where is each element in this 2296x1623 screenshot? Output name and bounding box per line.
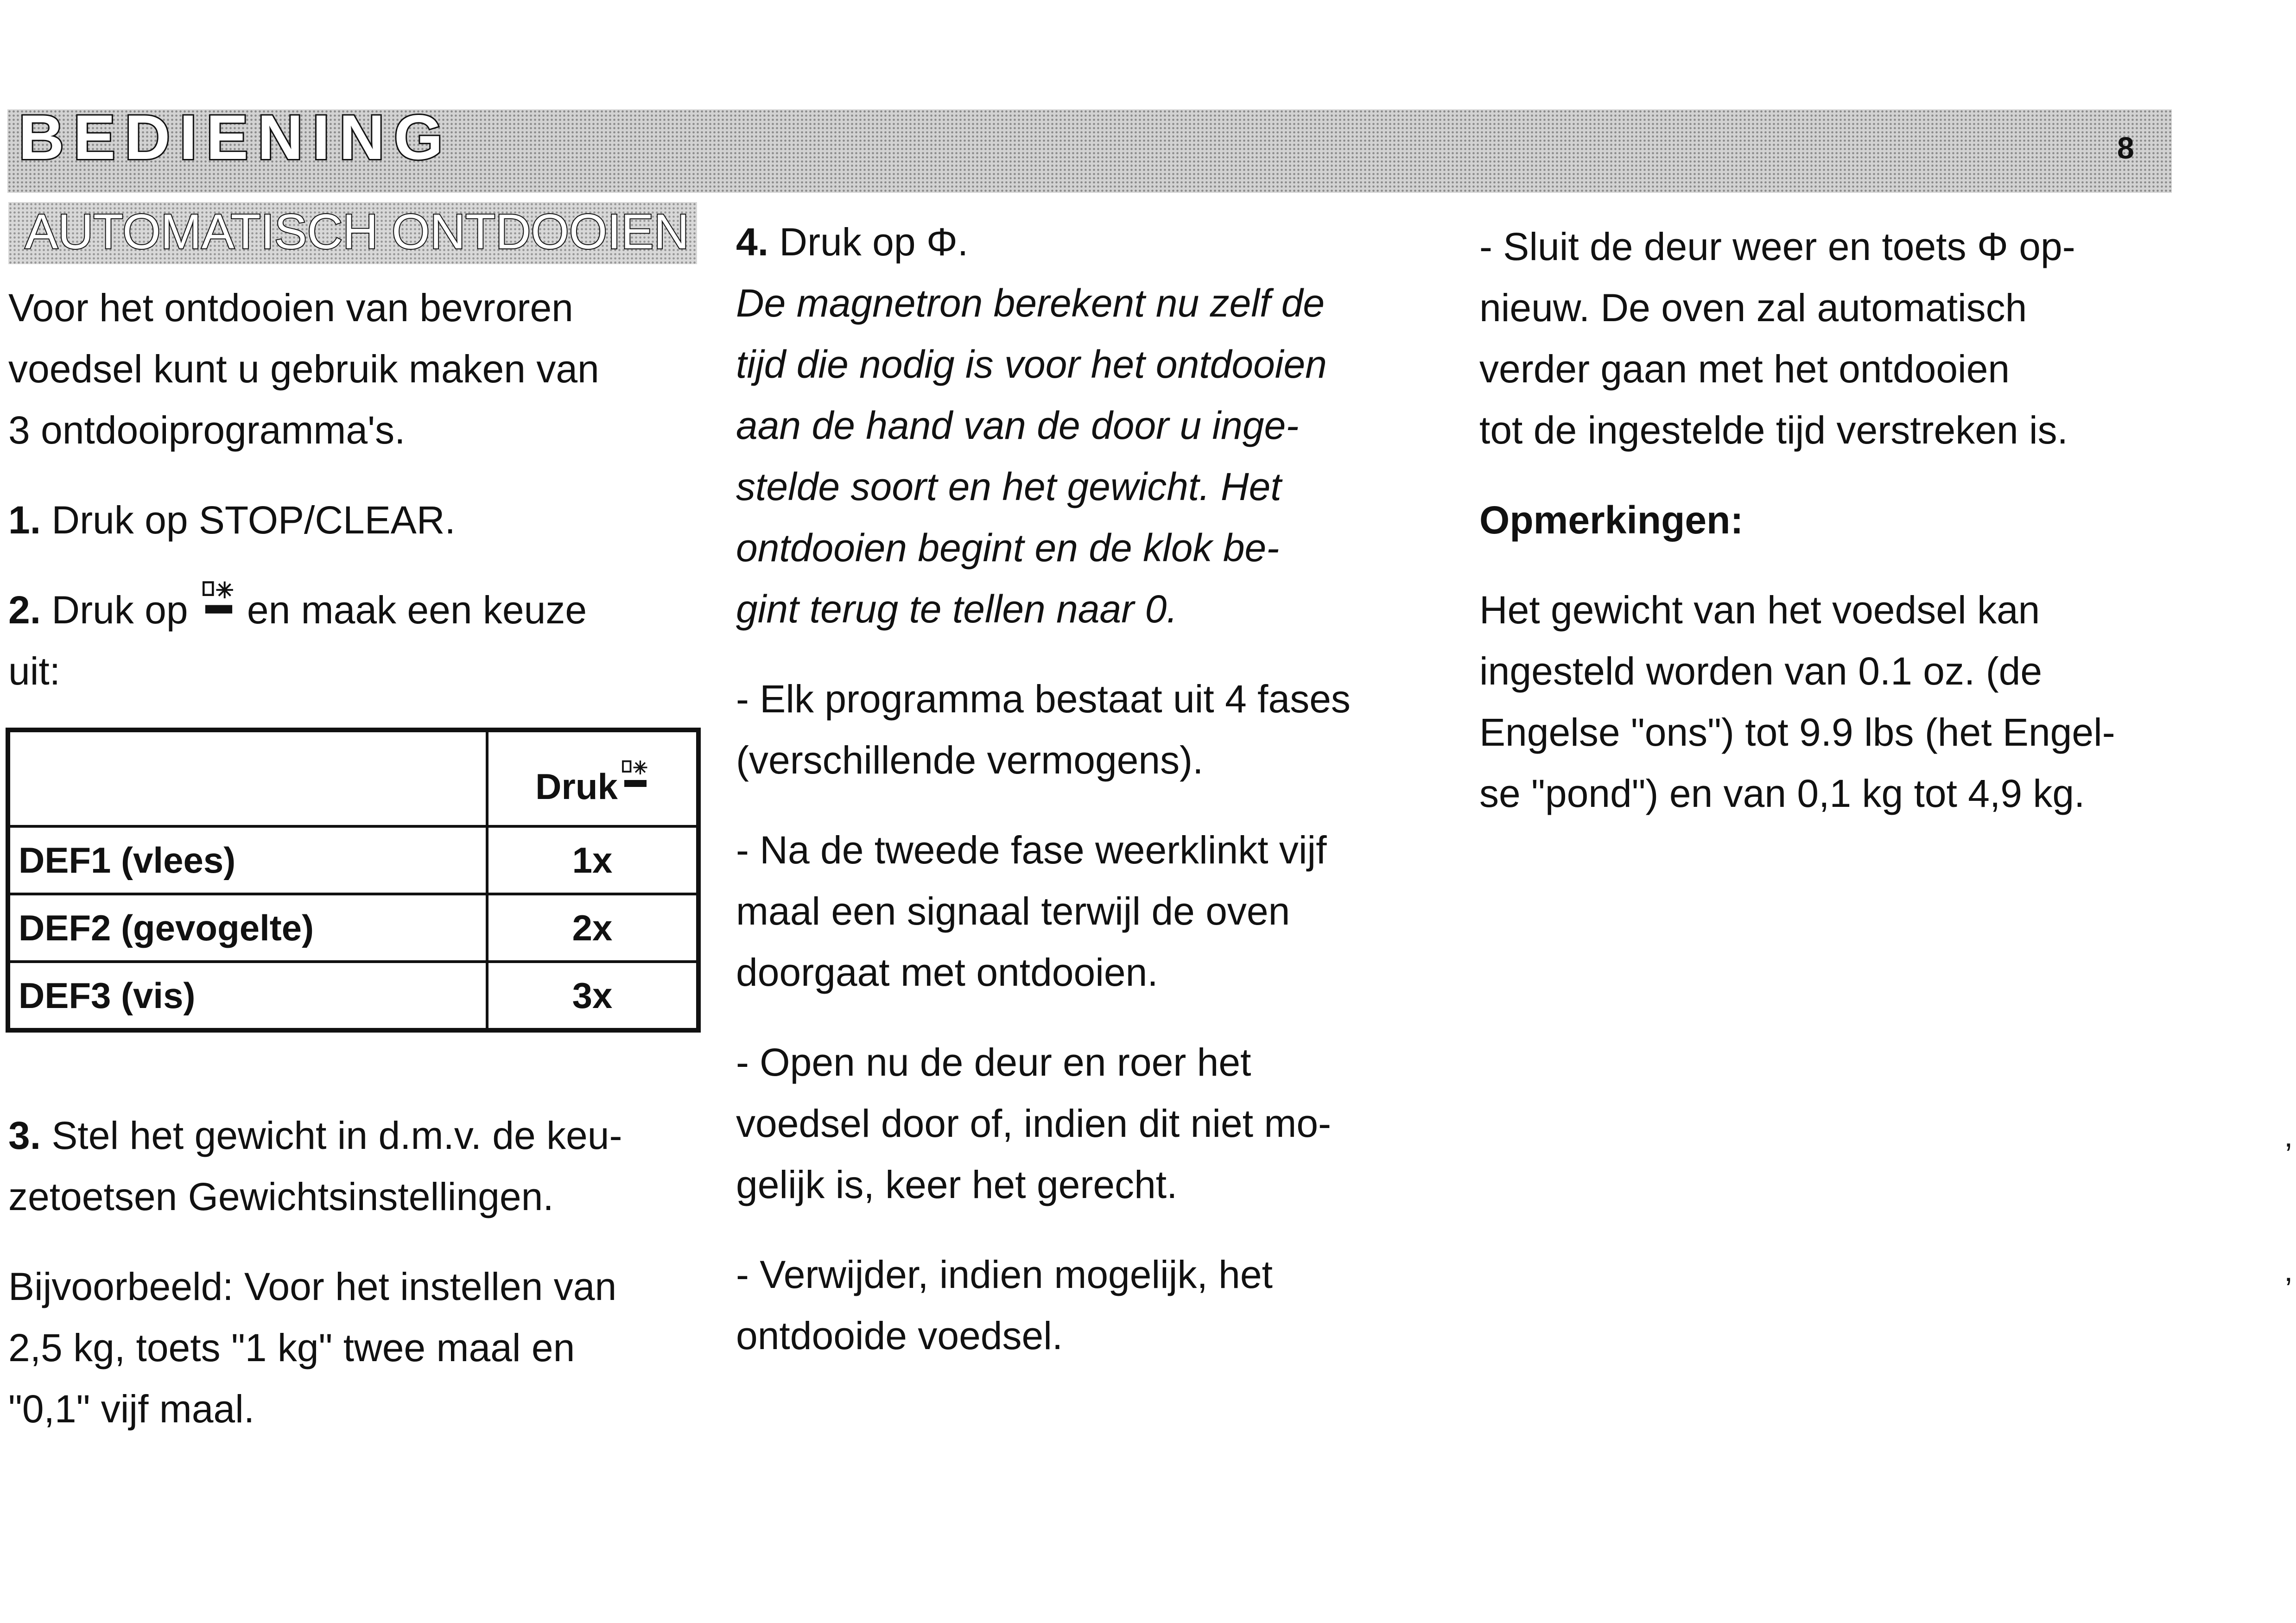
bullet-stir: - Open nu de deur en roer het voedsel door of, indien dit niet mo- gelijk is, keer het gerecht. xyxy=(736,1040,1332,1206)
example-paragraph: Bijvoorbeeld: Voor het instellen van 2,5 kg, toets "1 kg" twee maal en "0,1" vijf maal. xyxy=(8,1265,617,1431)
table-header-cell: Druk xyxy=(487,730,698,826)
start-symbol-icon: Φ xyxy=(1977,225,2008,268)
program-name: DEF3 (vis) xyxy=(8,962,487,1030)
auto-defrost-icon xyxy=(202,580,236,617)
step-1 xyxy=(8,489,599,551)
scan-edge-mark: ‚ xyxy=(2285,1252,2292,1288)
defrost-program-table xyxy=(6,728,701,1033)
step-number: 3. xyxy=(8,1114,41,1157)
step-number: 2. xyxy=(8,588,41,632)
bullet-phases: - Elk programma bestaat uit 4 fases (verschillende vermogens). xyxy=(736,677,1351,782)
section-title: AUTOMATISCH ONTDOOIEN xyxy=(25,204,690,259)
bullet-close-door: - Sluit de deur weer en toets Φ op- nieuw. De oven zal automatisch verder gaan met het ontdooien tot de ingestelde tijd verstreken is. xyxy=(1479,225,2075,452)
start-symbol-icon: Φ xyxy=(926,220,958,264)
program-name: DEF1 (vlees) xyxy=(8,826,487,894)
step-number: 1. xyxy=(8,498,41,542)
bullet-remove: - Verwijder, indien mogelijk, het ontdooide voedsel. xyxy=(736,1253,1273,1357)
intro-paragraph: Voor het ontdooien van bevroren voedsel kunt u gebruik maken van 3 ontdooiprogramma's. xyxy=(8,286,599,452)
column-1-lower xyxy=(8,1105,622,1468)
step-number: 4. xyxy=(736,220,769,264)
step-text-continued: en maak een keuze xyxy=(247,588,587,632)
remarks-heading: Opmerkingen: xyxy=(1479,498,1744,542)
table-row xyxy=(8,962,698,1030)
press-count: 3x xyxy=(487,962,698,1030)
table-row xyxy=(8,826,698,894)
table-header-cell xyxy=(8,730,487,826)
column-3 xyxy=(1479,216,2115,853)
auto-defrost-icon xyxy=(622,759,649,790)
step-2: 2. Druk op en maak een keuze uit: xyxy=(8,579,599,702)
press-count: 2x xyxy=(487,894,698,962)
step-text: Druk op STOP/CLEAR. xyxy=(51,498,456,542)
remarks-paragraph: Het gewicht van het voedsel kan ingesteld worden van 0.1 oz. (de Engelse "ons") tot 9.9 lbs (het Engel- se "pond") en van 0,1 kg tot 4,9 kg. xyxy=(1479,588,2115,815)
program-name: DEF2 (gevogelte) xyxy=(8,894,487,962)
table-header-row xyxy=(8,730,698,826)
column-1 xyxy=(8,277,599,730)
page-number: 8 xyxy=(2117,131,2134,165)
step-4: 4. Druk op Φ. xyxy=(736,220,969,264)
step-text: Druk op xyxy=(51,588,188,632)
bullet-signal: - Na de tweede fase weerklinkt vijf maal een signaal terwijl de oven doorgaat met ontdooien. xyxy=(736,828,1327,994)
italic-explanation: De magnetron berekent nu zelf de tijd die nodig is voor het ontdooien aan de hand van de door u inge- stelde soort en het gewicht. Het ontdooien begint en de klok be- gint terug te tellen naar 0. xyxy=(736,281,1327,631)
scan-edge-mark: ‚ xyxy=(2285,1117,2292,1154)
page-title: BEDIENING xyxy=(19,102,452,172)
column-2 xyxy=(736,211,1351,1395)
table-row xyxy=(8,894,698,962)
press-count: 1x xyxy=(487,826,698,894)
step-3: 3. Stel het gewicht in d.m.v. de keu- zetoetsen Gewichtsinstellingen. xyxy=(8,1114,622,1218)
